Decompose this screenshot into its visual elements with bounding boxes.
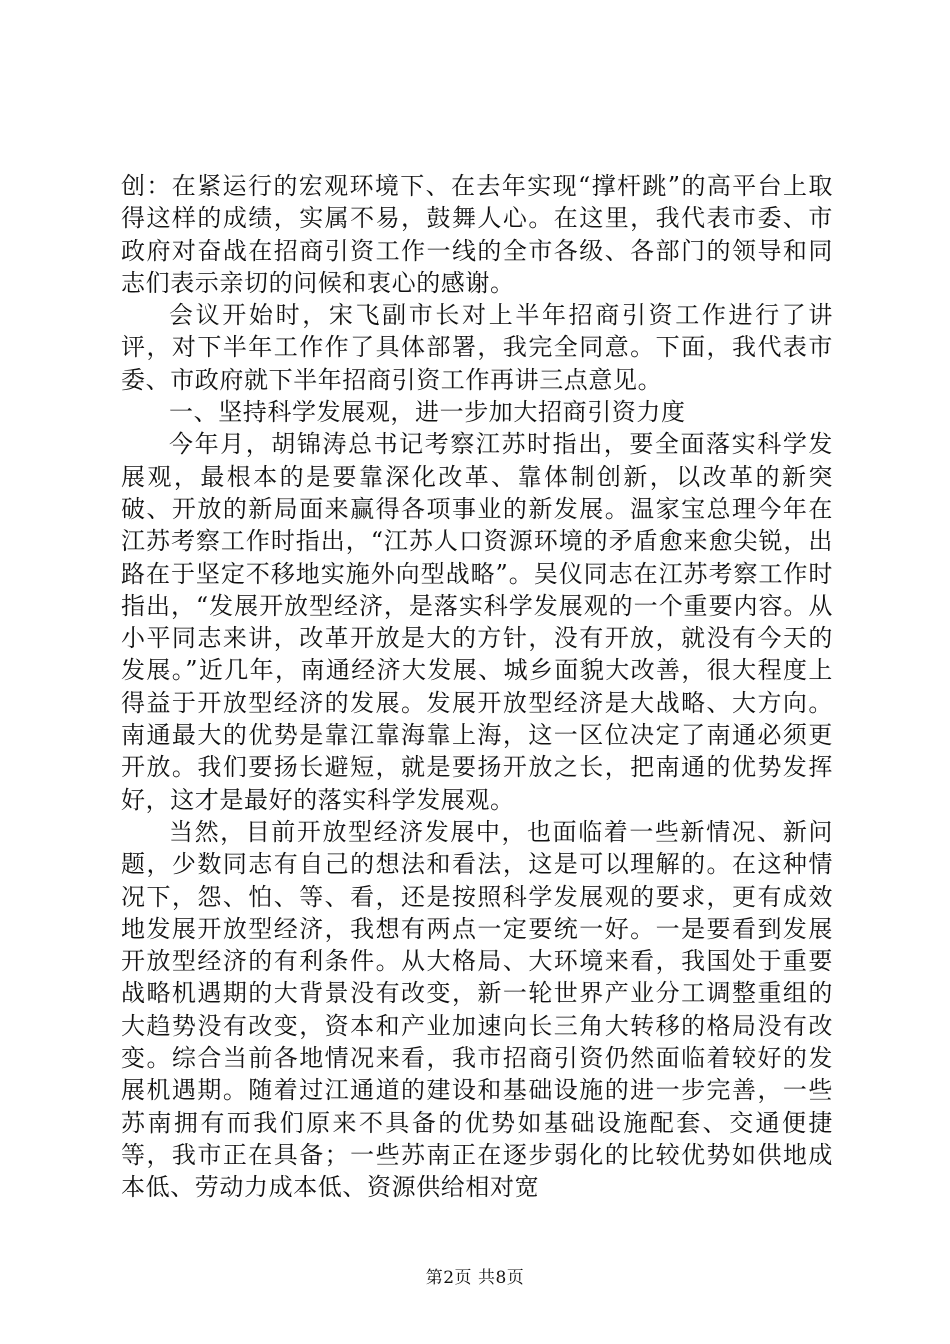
document-body (121, 170, 833, 1204)
paragraph-scientific-development: 今年月，胡锦涛总书记考察江苏时指出，要全面落实科学发展观，最根本的是要靠深化改革、靠体制创新，以改革的新突破、开放的新局面来赢得各项事业的新发展。温家宝总理今年在江苏考察工作时指出，“江苏人口资源环境的矛盾愈来愈尖锐，出路在于坚定不移地实施外向型战略”。吴仪同志在江苏考察工作时指出，“发展开放型经济，是落实科学发展观的一个重要内容。从小平同志来讲，改革开放是大的方针，没有开放，就没有今天的发展。”近几年，南通经济大发展、城乡面貌大改善，很大程度上得益于开放型经济的发展。发展开放型经济是大战略、大方向。南通最大的优势是靠江靠海靠上海，这一区位决定了南通必须更开放。我们要扬长避短，就是要扬开放之长，把南通的优势发挥好，这才是最好的落实科学发展观。 (121, 430, 833, 814)
page-number-footer: 第2页 共8页 (425, 1268, 525, 1288)
paragraph-meeting-intro: 会议开始时，宋飞副市长对上半年招商引资工作进行了讲评，对下半年工作作了具体部署，我完全同意。下面，我代表市委、市政府就下半年招商引资工作再讲三点意见。 (121, 301, 833, 394)
paragraph-new-situations: 当然，目前开放型经济发展中，也面临着一些新情况、新问题，少数同志有自己的想法和看法，这是可以理解的。在这种情况下，怨、怕、等、看，还是按照科学发展观的要求，更有成效地发展开放型经济，我想有两点一定要统一好。一是要看到发展开放型经济的有利条件。从大格局、大环境来看，我国处于重要战略机遇期的大背景没有改变，新一轮世界产业分工调整重组的大趋势没有改变，资本和产业加速向长三角大转移的格局没有改变。综合当前各地情况来看，我市招商引资仍然面临着较好的发展机遇期。随着过江通道的建设和基础设施的进一步完善，一些苏南拥有而我们原来不具备的优势如基础设施配套、交通便捷等，我市正在具备；一些苏南正在逐步弱化的比较优势如供地成本低、劳动力成本低、资源供给相对宽 (121, 817, 833, 1202)
section-heading-1: 一、坚持科学发展观，进一步加大招商引资力度 (169, 398, 686, 427)
paragraph-continuation: 创：在紧运行的宏观环境下、在去年实现“撑杆跳”的高平台上取得这样的成绩，实属不易，鼓舞人心。在这里，我代表市委、市政府对奋战在招商引资工作一线的全市各级、各部门的领导和同志们表示亲切的问候和衷心的感谢。 (121, 172, 833, 297)
